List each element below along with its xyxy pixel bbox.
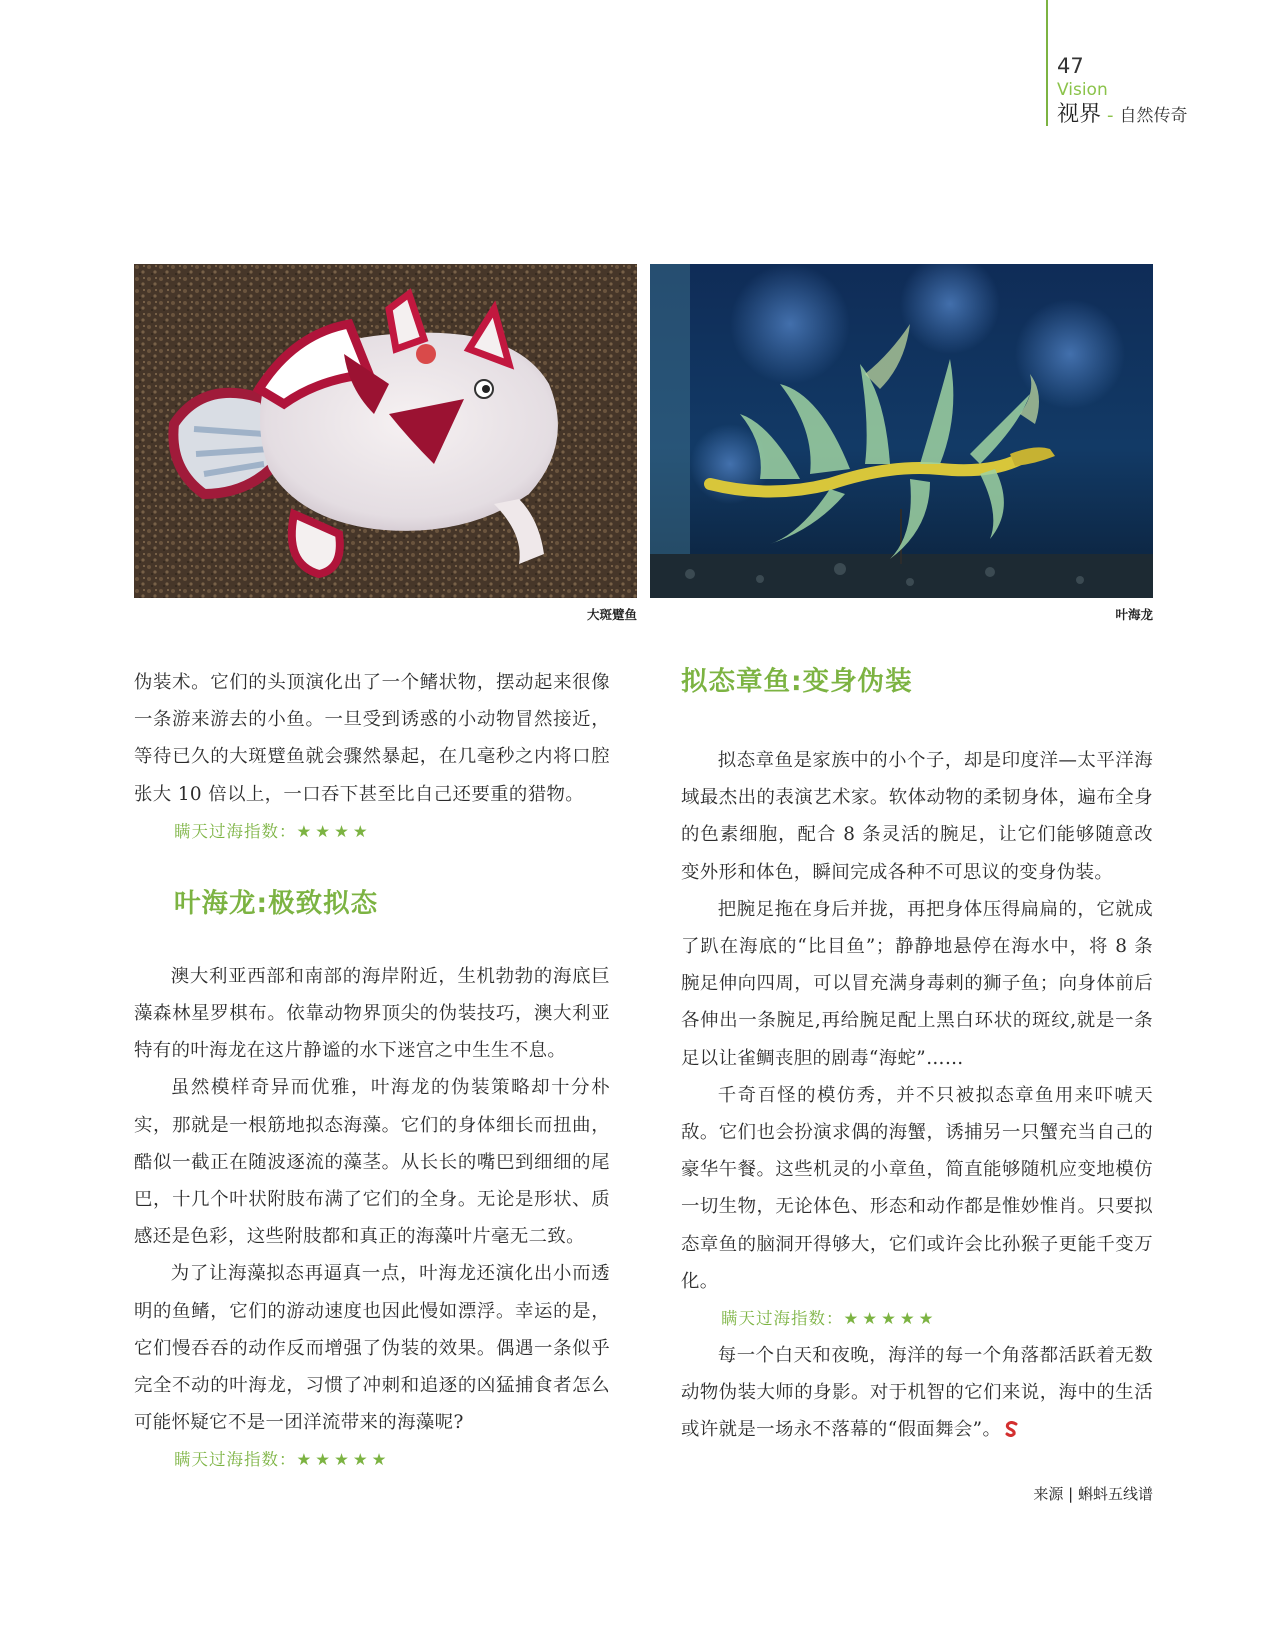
rating-stars: ★★★★ — [296, 821, 372, 841]
frogfish-rating — [134, 813, 610, 850]
seadragon-paragraph-3: 为了让海藻拟态再逼真一点，叶海龙还演化出小而透明的鱼鳍，它们的游动速度也因此慢如漂浮。幸运的是，它们慢吞吞的动作反而增强了伪装的效果。偶遇一条似乎完全不动的叶海龙，习惯了冲刺和追逐的凶猛捕食者怎么可能怀疑它不是一团洋流带来的海藻呢? — [134, 1263, 610, 1434]
end-mark-icon — [1005, 1421, 1019, 1437]
frogfish-photo — [134, 264, 637, 598]
rating-stars: ★★★★★ — [296, 1450, 391, 1470]
seadragon-rating — [134, 1441, 610, 1478]
header-divider-line — [1046, 0, 1048, 126]
octopus-paragraph-2: 把腕足拖在身后并拢，再把身体压得扁扁的，它就成了趴在海底的“比目鱼”；静静地悬停在海水中，将 8 条腕足伸向四周，可以冒充满身毒刺的狮子鱼；向身体前后各伸出一条腕足,再给腕足配上黑白环状的斑纹,就是一条足以让雀鲷丧胆的剧毒“海蛇”…… — [681, 898, 1153, 1069]
seadragon-paragraph-1: 澳大利亚西部和南部的海岸附近，生机勃勃的海底巨藻森林星罗棋布。依靠动物界顶尖的伪装技巧，澳大利亚特有的叶海龙在这片静谧的水下迷宫之中生生不息。 — [134, 965, 610, 1062]
rating-label: 瞒天过海指数： — [721, 1309, 844, 1329]
closing-paragraph — [681, 1337, 1153, 1449]
section-title — [1057, 104, 1188, 126]
octopus-paragraph-1: 拟态章鱼是家族中的小个子，却是印度洋—太平洋海域最杰出的表演艺术家。软体动物的柔韧身体，遍布全身的色素细胞，配合 8 条灵活的腕足，让它们能够随意改变外形和体色，瞬间完成各种不可思议的变身伪装。 — [681, 750, 1153, 883]
intro-paragraph: 伪装术。它们的头顶演化出了一个鳍状物，摆动起来很像一条游来游去的小鱼。一旦受到诱惑的小动物冒然接近，等待已久的大斑躄鱼就会骤然暴起，在几毫秒之内将口腔张大 10 倍以上，一口吞下甚至比自己还要重的猎物。 — [134, 672, 610, 805]
seadragon-heading: 叶海龙:极致拟态 — [174, 887, 379, 919]
rating-label: 瞒天过海指数： — [174, 821, 297, 841]
leafy-seadragon-photo — [650, 264, 1153, 598]
section-main: 视界 — [1057, 102, 1102, 127]
closing-text: 每一个白天和夜晚，海洋的每一个角落都活跃着无数动物伪装大师的身影。对于机智的它们来说，海中的生活或许就是一场永不落幕的“假面舞会”。 — [681, 1345, 1153, 1441]
leafy-seadragon-caption: 叶海龙 — [1115, 607, 1153, 622]
rating-label: 瞒天过海指数： — [174, 1450, 297, 1470]
octopus-heading: 拟态章鱼:变身伪装 — [681, 666, 913, 697]
vision-label: Vision — [1057, 80, 1108, 100]
rating-stars: ★★★★★ — [843, 1309, 938, 1329]
octopus-rating — [681, 1300, 1153, 1337]
right-column — [681, 660, 1153, 1449]
octopus-paragraph-3: 千奇百怪的模仿秀，并不只被拟态章鱼用来吓唬天敌。它们也会扮演求偶的海蟹，诱捕另一只蟹充当自己的豪华午餐。这些机灵的小章鱼，简直能够随机应变地模仿一切生物，无论体色、形态和动作都是惟妙惟肖。只要拟态章鱼的脑洞开得够大，它们或许会比孙猴子更能千变万化。 — [681, 1084, 1153, 1292]
page-number: 47 — [1057, 54, 1084, 78]
section-dash: - — [1107, 105, 1114, 126]
section-sub: 自然传奇 — [1119, 106, 1188, 126]
seadragon-paragraph-2: 虽然模样奇异而优雅，叶海龙的伪装策略却十分朴实，那就是一根筋地拟态海藻。它们的身体细长而扭曲，酷似一截正在随波逐流的藻茎。从长长的嘴巴到细细的尾巴，十几个叶状附肢布满了它们的全身。无论是形状、质感还是色彩，这些附肢都和真正的海藻叶片毫无二致。 — [134, 1077, 610, 1248]
left-column — [134, 664, 610, 1478]
frogfish-caption: 大斑躄鱼 — [586, 607, 637, 622]
source-credit: 来源 | 蝌蚪五线谱 — [1033, 1485, 1153, 1503]
